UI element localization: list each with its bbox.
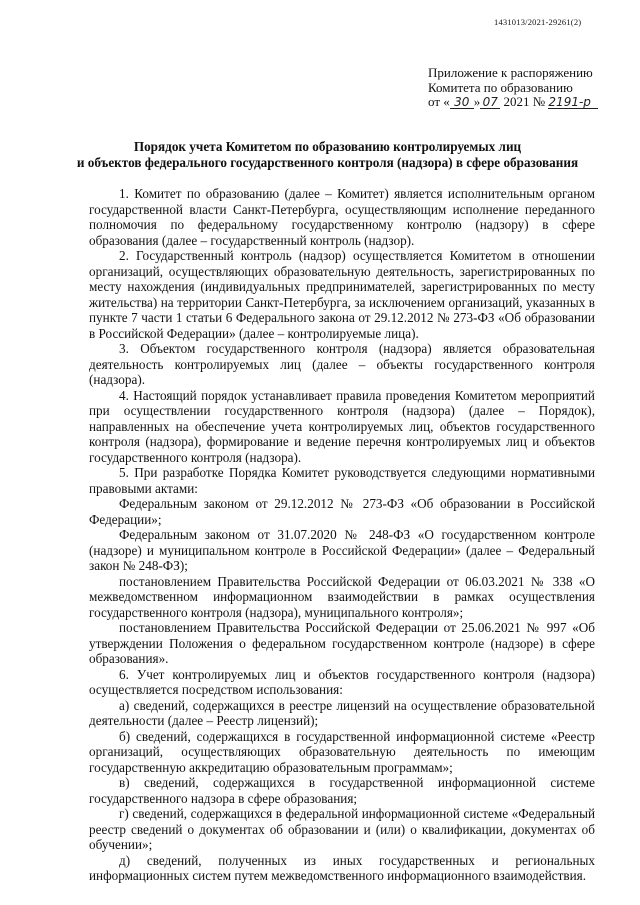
paragraph: 4. Настоящий порядок устанавливает правила проведения Комитетом мероприятий при осуществлении государственного контроля (надзора) (далее – Порядок), направленных на обеспечение учета контролируемых лиц, объектов государственного контроля (надзора), формирование и ведение перечня контролируемых лиц и объектов государственного контроля (надзора).: [89, 387, 595, 465]
document-title: [40, 139, 615, 170]
date-day: 30: [450, 96, 474, 109]
paragraph: б) сведений, содержащихся в государственной информационной системе «Реестр организаций, осуществляющих образовательную деятельность по имеющим государственную аккредитацию образовательным программам»;: [89, 728, 595, 775]
document-body: [89, 186, 595, 884]
paragraph: а) сведений, содержащихся в реестре лицензий на осуществление образовательной деятельности (далее – Реестр лицензий);: [89, 697, 595, 728]
date-prefix: от «: [428, 94, 450, 109]
date-year: 2021 №: [503, 94, 546, 109]
paragraph: Федеральным законом от 29.12.2012 № 273-ФЗ «Об образовании в Российской Федерации»;: [89, 496, 595, 527]
document-code: 1431013/2021-29261(2): [494, 17, 582, 27]
title-line-2: и объектов федерального государственного контроля (надзора) в сфере образования: [76, 154, 579, 170]
paragraph: 6. Учет контролируемых лиц и объектов государственного контроля (надзора) осуществляется посредством использования:: [89, 666, 595, 697]
paragraph: постановлением Правительства Российской Федерации от 06.03.2021 № 338 «О межведомственном информационном взаимодействии в рамках осуществления государственного контроля (надзора), муниципального контроля»;: [89, 573, 595, 620]
paragraph: Федеральным законом от 31.07.2020 № 248-ФЗ «О государственном контроле (надзоре) и муниципальном контроле в Российской Федерации» (далее – Федеральный закон № 248-ФЗ);: [89, 527, 595, 573]
appendix-block: [428, 66, 598, 110]
paragraph: д) сведений, полученных из иных государственных и региональных информационных систем путем межведомственного информационного взаимодействия.: [89, 852, 595, 883]
appendix-line-1: Приложение к распоряжению: [428, 65, 593, 80]
appendix-date-line: [428, 95, 598, 110]
paragraph: постановлением Правительства Российской Федерации от 25.06.2021 № 997 «Об утверждении Положения о федеральном государственном контроле (надзоре) в сфере образования».: [89, 620, 595, 666]
date-number: 2191-р: [548, 96, 598, 109]
title-line-1: Порядок учета Комитетом по образованию контролируемых лиц: [133, 139, 522, 154]
date-mid: »: [473, 94, 481, 109]
paragraph: 3. Объектом государственного контроля (надзора) является образовательная деятельность контролируемых лиц (далее – объекты государственного контроля (надзора).: [89, 341, 595, 387]
date-month: 07: [480, 96, 500, 109]
paragraph: в) сведений, содержащихся в государственной информационной системе государственного надзора в сфере образования;: [89, 775, 595, 806]
paragraph: 2. Государственный контроль (надзор) осуществляется Комитетом в отношении организаций, осуществляющих образовательную деятельность, зарегистрированных по месту нахождения (индивидуальных предпринимателей, зарегистрированных по месту жительства) на территории Санкт-Петербурга, за исключением организаций, указанных в пункте 7 части 1 статьи 6 Федерального закона от 29.12.2012 № 273-ФЗ «Об образовании в Российской Федерации» (далее – контролируемые лица).: [89, 248, 595, 341]
paragraph: г) сведений, содержащихся в федеральной информационной системе «Федеральный реестр сведений о документах об образовании и (или) о квалификации, документах об обучении»;: [89, 806, 595, 852]
paragraph: 5. При разработке Порядка Комитет руководствуется следующими нормативными правовыми актами:: [89, 465, 595, 496]
paragraph: 1. Комитет по образованию (далее – Комитет) является исполнительным органом государственной власти Санкт-Петербурга, осуществляющим исполнение переданного полномочия по федеральному государственному контролю (надзору) в сфере образования (далее – государственный контроль (надзор).: [89, 186, 595, 248]
appendix-line-2: Комитета по образованию: [428, 79, 573, 95]
